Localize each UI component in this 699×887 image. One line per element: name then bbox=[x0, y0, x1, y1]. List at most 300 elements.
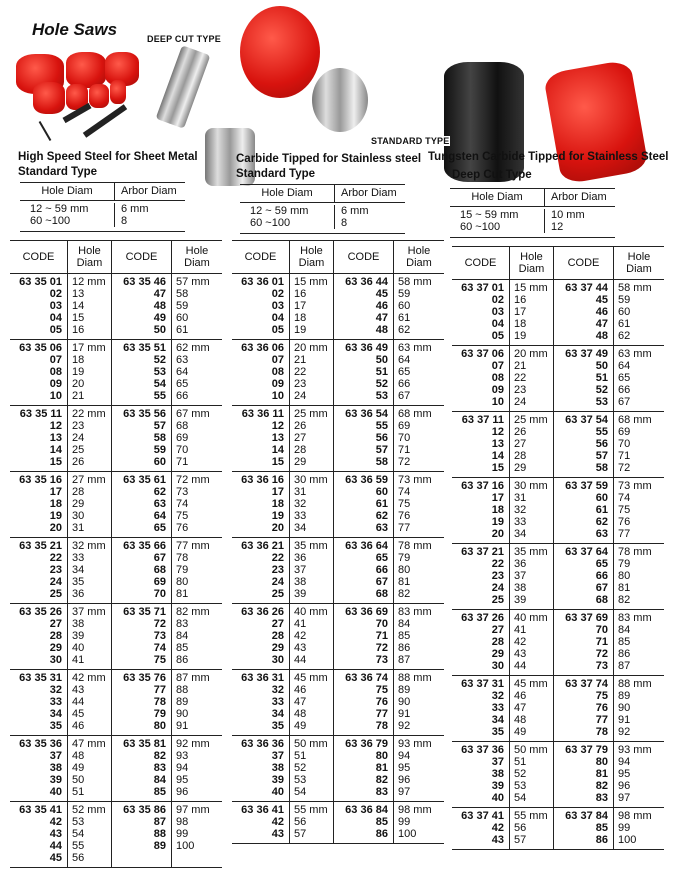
diam-cell-column bbox=[614, 412, 664, 477]
spec-hole-values bbox=[450, 209, 545, 233]
diam-cell-column bbox=[510, 544, 554, 609]
code-cell-column bbox=[232, 274, 290, 339]
diam-cell: 74 bbox=[618, 492, 631, 504]
code-cell: 68 bbox=[375, 588, 388, 600]
code-cell: 52 bbox=[375, 378, 388, 390]
diam-cell: 98 bbox=[176, 816, 189, 828]
diam-cell: 29 bbox=[294, 456, 307, 468]
code-cell: 09 bbox=[271, 378, 284, 390]
spec-arbor-values bbox=[545, 209, 585, 233]
code-cell-column bbox=[112, 274, 172, 339]
diam-cell: 22 bbox=[514, 372, 527, 384]
code-cell: 10 bbox=[491, 396, 504, 408]
code-cell-column bbox=[10, 340, 68, 405]
code-cell: 63 36 54 bbox=[345, 408, 388, 420]
spec-arbor-values bbox=[335, 205, 369, 229]
header-hole: Hole bbox=[185, 245, 209, 257]
diam-cell: 74 bbox=[176, 498, 189, 510]
diam-cell: 28 bbox=[514, 450, 527, 462]
spec-hole-value: 60 ~100 bbox=[30, 215, 71, 227]
diam-cell: 84 bbox=[398, 618, 411, 630]
diam-cell: 66 bbox=[618, 384, 631, 396]
spec-arbor-value: 6 mm bbox=[121, 203, 149, 215]
diam-cell: 92 bbox=[618, 726, 631, 738]
diam-cell: 69 bbox=[398, 420, 411, 432]
spec-hole-value: 60 ~100 bbox=[250, 217, 291, 229]
code-cell: 48 bbox=[595, 330, 608, 342]
code-cell: 68 bbox=[595, 594, 608, 606]
code-cell: 63 37 64 bbox=[565, 546, 608, 558]
table-row-group bbox=[452, 346, 664, 412]
diam-cell: 48 bbox=[514, 714, 527, 726]
code-cell: 87 bbox=[153, 816, 166, 828]
diam-cell-column bbox=[614, 544, 664, 609]
code-cell-column bbox=[112, 340, 172, 405]
diam-cell: 65 bbox=[618, 372, 631, 384]
code-cell: 50 bbox=[595, 360, 608, 372]
code-cell: 25 bbox=[49, 588, 62, 600]
diam-cell: 52 bbox=[294, 762, 307, 774]
diam-cell: 52 bbox=[514, 768, 527, 780]
code-cell: 63 36 41 bbox=[241, 804, 284, 816]
code-cell-column bbox=[10, 604, 68, 669]
diam-cell: 50 bbox=[72, 774, 85, 786]
code-cell: 37 bbox=[49, 750, 62, 762]
code-cell: 47 bbox=[153, 288, 166, 300]
diam-cell: 12 mm bbox=[72, 276, 106, 288]
header-text: CODE bbox=[244, 251, 277, 263]
header-text: CODE bbox=[22, 251, 55, 263]
spec-header bbox=[450, 189, 615, 207]
code-cell: 04 bbox=[49, 312, 62, 324]
diam-cell-column bbox=[394, 472, 444, 537]
diam-cell-column bbox=[614, 676, 664, 741]
diam-cell: 57 mm bbox=[176, 276, 210, 288]
code-cell: 63 36 49 bbox=[345, 342, 388, 354]
diam-cell-column bbox=[290, 670, 334, 735]
code-cell-column bbox=[334, 736, 394, 801]
code-cell: 29 bbox=[271, 642, 284, 654]
diam-cell: 42 bbox=[294, 630, 307, 642]
spec-table bbox=[240, 184, 405, 234]
code-cell: 38 bbox=[271, 762, 284, 774]
code-cell-column bbox=[334, 538, 394, 603]
code-cell: 39 bbox=[491, 780, 504, 792]
diam-cell: 64 bbox=[618, 360, 631, 372]
diam-cell-column bbox=[68, 472, 112, 537]
diam-cell: 91 bbox=[176, 720, 189, 732]
code-cell: 17 bbox=[49, 486, 62, 498]
code-cell: 63 35 36 bbox=[19, 738, 62, 750]
diam-cell-column bbox=[394, 274, 444, 339]
spec-arbor-header: Arbor Diam bbox=[551, 191, 607, 203]
code-cell: 15 bbox=[491, 462, 504, 474]
code-cell: 76 bbox=[375, 696, 388, 708]
code-table bbox=[232, 240, 444, 844]
code-cell: 35 bbox=[49, 720, 62, 732]
diam-cell: 75 bbox=[618, 504, 631, 516]
deep-cut-label: DEEP CUT TYPE bbox=[147, 34, 221, 44]
diam-cell: 59 bbox=[618, 294, 631, 306]
diam-cell: 93 mm bbox=[618, 744, 652, 756]
code-cell: 61 bbox=[595, 504, 608, 516]
code-cell: 53 bbox=[153, 366, 166, 378]
code-cell: 13 bbox=[271, 432, 284, 444]
table-header bbox=[232, 240, 444, 274]
diam-cell: 86 bbox=[398, 642, 411, 654]
code-cell-column bbox=[112, 670, 172, 735]
code-cell: 63 35 16 bbox=[19, 474, 62, 486]
code-cell-column bbox=[334, 340, 394, 405]
code-cell-column bbox=[112, 472, 172, 537]
diam-cell: 35 bbox=[72, 576, 85, 588]
diam-cell-column bbox=[510, 742, 554, 807]
table-header bbox=[10, 240, 222, 274]
code-cell: 73 bbox=[153, 630, 166, 642]
diam-cell: 46 bbox=[514, 690, 527, 702]
code-cell: 39 bbox=[271, 774, 284, 786]
diam-cell-column bbox=[394, 604, 444, 669]
diam-cell: 65 bbox=[398, 366, 411, 378]
table-row-group bbox=[232, 472, 444, 538]
diam-cell: 88 mm bbox=[398, 672, 432, 684]
diam-cell: 38 bbox=[514, 582, 527, 594]
page-title: Hole Saws bbox=[32, 20, 118, 39]
diam-cell: 96 bbox=[398, 774, 411, 786]
diam-cell: 64 bbox=[176, 366, 189, 378]
code-cell: 63 35 31 bbox=[19, 672, 62, 684]
hole-diam-header bbox=[68, 241, 112, 273]
spec-hole-header: Hole Diam bbox=[20, 183, 115, 200]
code-cell: 19 bbox=[491, 516, 504, 528]
diam-cell-column bbox=[394, 802, 444, 843]
code-cell: 63 35 11 bbox=[19, 408, 62, 420]
diam-cell: 35 mm bbox=[294, 540, 328, 552]
diam-cell: 36 bbox=[72, 588, 85, 600]
table-row-group bbox=[452, 544, 664, 610]
code-cell: 65 bbox=[595, 558, 608, 570]
table-row-group bbox=[10, 736, 222, 802]
diam-cell: 60 bbox=[176, 312, 189, 324]
table-row-group bbox=[452, 808, 664, 850]
code-cell: 29 bbox=[491, 648, 504, 660]
diam-cell: 23 bbox=[514, 384, 527, 396]
spec-hole-values bbox=[240, 205, 335, 229]
code-cell: 42 bbox=[491, 822, 504, 834]
diam-cell: 63 mm bbox=[618, 348, 652, 360]
diam-cell: 24 bbox=[294, 390, 307, 402]
diam-cell: 100 bbox=[618, 834, 637, 846]
diam-cell: 63 mm bbox=[398, 342, 432, 354]
code-cell: 18 bbox=[49, 498, 62, 510]
code-cell: 63 37 21 bbox=[461, 546, 504, 558]
code-cell: 28 bbox=[271, 630, 284, 642]
diam-cell: 31 bbox=[514, 492, 527, 504]
code-cell: 49 bbox=[153, 312, 166, 324]
spec-body bbox=[450, 207, 615, 237]
code-cell-column bbox=[232, 472, 290, 537]
spec-hole-value: 12 ~ 59 mm bbox=[250, 205, 309, 217]
diam-cell: 28 bbox=[72, 486, 85, 498]
diam-cell: 51 bbox=[294, 750, 307, 762]
code-cell: 78 bbox=[375, 720, 388, 732]
diam-cell: 32 mm bbox=[72, 540, 106, 552]
code-cell: 80 bbox=[375, 750, 388, 762]
code-cell: 19 bbox=[271, 510, 284, 522]
diam-cell-column bbox=[172, 670, 222, 735]
code-cell: 58 bbox=[375, 456, 388, 468]
diam-cell: 52 mm bbox=[72, 804, 106, 816]
section-heading: Tungsten Carbide Tipped for Stainless Steel bbox=[428, 151, 669, 163]
diam-cell: 19 bbox=[72, 366, 85, 378]
code-cell-column bbox=[554, 280, 614, 345]
code-cell-column bbox=[112, 802, 172, 867]
spec-arbor-value: 6 mm bbox=[341, 205, 369, 217]
header-hole: Hole bbox=[520, 251, 543, 263]
code-cell: 63 37 74 bbox=[565, 678, 608, 690]
diam-cell: 93 bbox=[176, 750, 189, 762]
code-cell: 30 bbox=[49, 654, 62, 666]
diam-cell: 32 bbox=[294, 498, 307, 510]
code-cell: 63 35 86 bbox=[123, 804, 166, 816]
code-cell: 42 bbox=[271, 816, 284, 828]
code-cell: 51 bbox=[595, 372, 608, 384]
section-subheading: Deep Cut Type bbox=[452, 169, 532, 181]
diam-cell: 98 mm bbox=[618, 810, 652, 822]
code-cell: 02 bbox=[271, 288, 284, 300]
code-cell: 63 37 36 bbox=[461, 744, 504, 756]
diam-cell: 91 bbox=[398, 708, 411, 720]
code-cell-column bbox=[334, 670, 394, 735]
code-cell: 43 bbox=[49, 828, 62, 840]
code-cell: 30 bbox=[271, 654, 284, 666]
code-cell: 32 bbox=[271, 684, 284, 696]
spec-hole-value: 15 ~ 59 mm bbox=[460, 209, 519, 221]
diam-cell: 16 bbox=[72, 324, 85, 336]
diam-cell: 14 bbox=[72, 300, 85, 312]
diam-cell: 82 bbox=[398, 588, 411, 600]
diam-cell: 85 bbox=[618, 636, 631, 648]
diam-cell: 50 mm bbox=[294, 738, 328, 750]
code-cell: 38 bbox=[49, 762, 62, 774]
code-cell: 80 bbox=[153, 720, 166, 732]
code-cell: 67 bbox=[595, 582, 608, 594]
code-cell: 63 35 41 bbox=[19, 804, 62, 816]
table-row-group bbox=[10, 538, 222, 604]
diam-cell: 56 bbox=[72, 852, 85, 864]
diam-cell: 22 mm bbox=[72, 408, 106, 420]
diam-cell: 49 bbox=[514, 726, 527, 738]
code-cell: 07 bbox=[49, 354, 62, 366]
code-cell: 82 bbox=[153, 750, 166, 762]
spec-arbor-header: Arbor Diam bbox=[121, 185, 177, 197]
code-cell: 03 bbox=[491, 306, 504, 318]
code-cell: 82 bbox=[595, 780, 608, 792]
table-header bbox=[452, 246, 664, 280]
code-cell: 74 bbox=[153, 642, 166, 654]
code-cell: 88 bbox=[153, 828, 166, 840]
spec-table bbox=[20, 182, 185, 232]
code-cell: 62 bbox=[595, 516, 608, 528]
diam-cell: 20 bbox=[72, 378, 85, 390]
diam-cell: 93 mm bbox=[398, 738, 432, 750]
code-header bbox=[334, 241, 394, 273]
code-cell: 07 bbox=[491, 360, 504, 372]
diam-cell: 70 bbox=[618, 438, 631, 450]
table-row-group bbox=[10, 340, 222, 406]
diam-cell: 90 bbox=[398, 696, 411, 708]
diam-cell: 94 bbox=[176, 762, 189, 774]
code-cell: 34 bbox=[271, 708, 284, 720]
code-cell: 60 bbox=[595, 492, 608, 504]
carbide-standard-saw-image bbox=[312, 68, 368, 132]
code-cell: 56 bbox=[375, 432, 388, 444]
table-row-group bbox=[10, 274, 222, 340]
diam-cell: 41 bbox=[72, 654, 85, 666]
table-row-group bbox=[10, 670, 222, 736]
table-row-group bbox=[232, 274, 444, 340]
diam-cell: 84 bbox=[176, 630, 189, 642]
code-cell: 53 bbox=[595, 396, 608, 408]
code-cell: 63 37 06 bbox=[461, 348, 504, 360]
diam-cell: 47 bbox=[514, 702, 527, 714]
diam-cell: 77 mm bbox=[176, 540, 210, 552]
code-cell-column bbox=[10, 274, 68, 339]
code-cell: 03 bbox=[49, 300, 62, 312]
code-cell: 63 35 66 bbox=[123, 540, 166, 552]
diam-cell: 25 mm bbox=[294, 408, 328, 420]
diam-cell: 55 mm bbox=[514, 810, 548, 822]
diam-cell: 97 bbox=[618, 792, 631, 804]
code-cell: 14 bbox=[271, 444, 284, 456]
spec-arbor-values bbox=[115, 203, 149, 227]
code-cell: 33 bbox=[49, 696, 62, 708]
header-text bbox=[184, 245, 210, 269]
code-cell: 63 36 59 bbox=[345, 474, 388, 486]
code-cell-column bbox=[112, 604, 172, 669]
diam-cell: 71 bbox=[176, 456, 189, 468]
diam-cell-column bbox=[172, 538, 222, 603]
code-cell: 63 36 06 bbox=[241, 342, 284, 354]
diam-cell: 67 mm bbox=[176, 408, 210, 420]
table-row-group bbox=[232, 670, 444, 736]
code-cell: 63 35 21 bbox=[19, 540, 62, 552]
diam-cell: 33 bbox=[294, 510, 307, 522]
code-cell: 38 bbox=[491, 768, 504, 780]
diam-cell: 65 bbox=[176, 378, 189, 390]
diam-cell: 17 bbox=[514, 306, 527, 318]
table-row-group bbox=[232, 802, 444, 844]
diam-cell: 37 bbox=[514, 570, 527, 582]
code-cell: 25 bbox=[491, 594, 504, 606]
diam-cell: 70 bbox=[398, 432, 411, 444]
code-cell: 70 bbox=[595, 624, 608, 636]
diam-cell: 48 bbox=[72, 750, 85, 762]
diam-cell-column bbox=[68, 538, 112, 603]
diam-cell-column bbox=[394, 406, 444, 471]
diam-cell: 49 bbox=[72, 762, 85, 774]
diam-cell: 84 bbox=[618, 624, 631, 636]
diam-cell: 72 bbox=[398, 456, 411, 468]
code-cell: 18 bbox=[271, 498, 284, 510]
code-cell: 63 35 81 bbox=[123, 738, 166, 750]
diam-cell: 58 bbox=[176, 288, 189, 300]
code-cell: 63 35 26 bbox=[19, 606, 62, 618]
code-cell: 23 bbox=[271, 564, 284, 576]
code-cell: 32 bbox=[491, 690, 504, 702]
code-cell: 50 bbox=[375, 354, 388, 366]
code-cell: 32 bbox=[49, 684, 62, 696]
diam-cell: 36 bbox=[294, 552, 307, 564]
code-cell: 04 bbox=[271, 312, 284, 324]
diam-cell: 78 bbox=[176, 552, 189, 564]
diam-cell: 44 bbox=[514, 660, 527, 672]
code-cell: 19 bbox=[49, 510, 62, 522]
code-cell: 44 bbox=[49, 840, 62, 852]
diam-cell: 85 bbox=[176, 642, 189, 654]
diam-cell: 27 bbox=[514, 438, 527, 450]
code-cell-column bbox=[452, 478, 510, 543]
diam-cell: 44 bbox=[294, 654, 307, 666]
code-cell: 50 bbox=[153, 324, 166, 336]
code-cell: 62 bbox=[153, 486, 166, 498]
code-cell: 40 bbox=[271, 786, 284, 798]
code-cell-column bbox=[10, 802, 68, 867]
code-cell: 71 bbox=[375, 630, 388, 642]
code-cell: 22 bbox=[49, 552, 62, 564]
header-hole: Hole bbox=[78, 245, 101, 257]
code-cell: 46 bbox=[595, 306, 608, 318]
code-cell-column bbox=[554, 676, 614, 741]
diam-cell-column bbox=[172, 340, 222, 405]
code-cell: 73 bbox=[375, 654, 388, 666]
diam-cell: 16 bbox=[514, 294, 527, 306]
diam-cell: 45 bbox=[72, 708, 85, 720]
table-row-group bbox=[452, 478, 664, 544]
code-cell: 63 37 41 bbox=[461, 810, 504, 822]
code-cell: 63 36 31 bbox=[241, 672, 284, 684]
diam-cell: 69 bbox=[618, 426, 631, 438]
code-cell: 56 bbox=[595, 438, 608, 450]
diam-cell: 81 bbox=[176, 588, 189, 600]
code-cell: 48 bbox=[153, 300, 166, 312]
code-cell: 08 bbox=[49, 366, 62, 378]
code-cell-column bbox=[554, 478, 614, 543]
table-row-group bbox=[452, 742, 664, 808]
diam-cell: 87 bbox=[618, 660, 631, 672]
diam-cell: 71 bbox=[398, 444, 411, 456]
diam-cell: 27 mm bbox=[72, 474, 106, 486]
diam-cell: 68 mm bbox=[618, 414, 652, 426]
code-cell: 57 bbox=[153, 420, 166, 432]
diam-cell-column bbox=[290, 472, 334, 537]
code-cell: 12 bbox=[49, 420, 62, 432]
code-table bbox=[10, 240, 222, 868]
code-cell: 10 bbox=[271, 390, 284, 402]
diam-cell-column bbox=[614, 280, 664, 345]
diam-cell: 64 bbox=[398, 354, 411, 366]
diam-cell-column bbox=[510, 610, 554, 675]
diam-cell: 53 bbox=[514, 780, 527, 792]
diam-cell: 59 bbox=[398, 288, 411, 300]
table-row-group bbox=[232, 736, 444, 802]
code-header bbox=[452, 247, 510, 279]
code-cell-column bbox=[334, 406, 394, 471]
diam-cell: 89 bbox=[618, 690, 631, 702]
diam-cell: 39 bbox=[294, 588, 307, 600]
diam-cell: 40 mm bbox=[294, 606, 328, 618]
diam-cell: 13 bbox=[72, 288, 85, 300]
